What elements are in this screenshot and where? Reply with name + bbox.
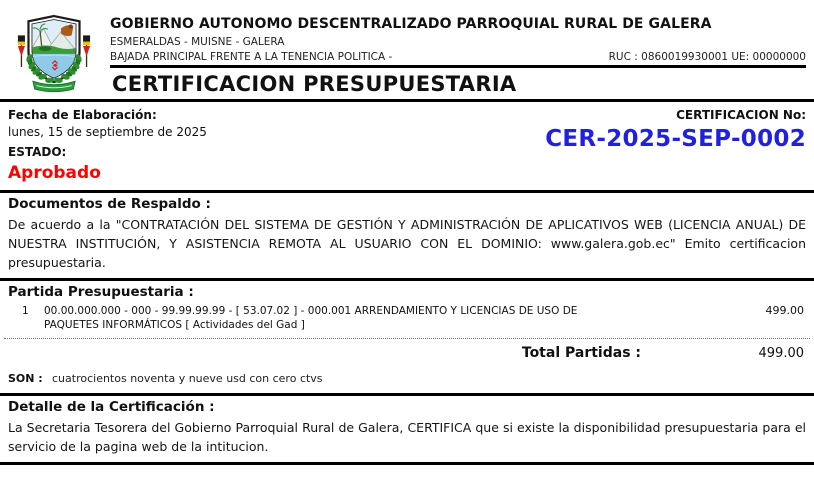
fecha-value: lunes, 15 de septiembre de 2025 — [8, 125, 207, 139]
meta-section — [8, 106, 806, 183]
total-row — [8, 345, 806, 361]
document-header — [8, 8, 806, 99]
certification-number-label: CERTIFICACION No: — [676, 108, 806, 122]
son-label: SON : — [8, 372, 43, 385]
partida-table-row — [8, 304, 806, 332]
org-name: GOBIERNO AUTONOMO DESCENTRALIZADO PARROQUIAL RURAL DE GALERA — [110, 16, 712, 32]
partidas-section — [8, 284, 806, 396]
respaldo-body: De acuerdo a la "CONTRATACIÓN DEL SISTEMA DE GESTIÓN Y ADMINISTRACIÓN DE APLICATIVOS WEB (LICENCIA ANUAL) DE NUESTRA INSTITUCIÓN, Y ASISTENCIA REMOTA AL USUARIO CON EL DOMINIO: www.galera.gob.ec" Emito certificacion presupuestaria. — [8, 217, 806, 270]
header-divider — [0, 99, 814, 102]
partidas-heading: Partida Presupuestaria : — [8, 284, 194, 300]
org-address: BAJADA PRINCIPAL FRENTE A LA TENENCIA POLITICA - — [110, 51, 393, 63]
partida-code-description: 00.00.000.000 - 000 - 99.99.99.99 - [ 53.07.02 ] - 000.001 ARRENDAMIENTO Y LICENCIAS DE USO DE PAQUETES INFORMÁTICOS [ Actividades del Gad ] — [44, 305, 578, 331]
respaldo-section — [8, 196, 806, 281]
header-text-block — [110, 8, 806, 99]
total-partidas-label: Total Partidas : — [521, 345, 641, 361]
detalle-body: La Secretaria Tesorera del Gobierno Parroquial Rural de Galera, CERTIFICA que si existe la disponibilidad presupuestaria para el servicio de la pagina web de la intitucion. — [8, 420, 806, 454]
respaldo-divider — [0, 278, 814, 281]
detalle-heading: Detalle de la Certificación : — [8, 399, 215, 415]
meta-right-column — [545, 106, 806, 183]
amount-in-words-row — [8, 372, 806, 385]
document-title: CERTIFICACION PRESUPUESTARIA — [112, 72, 517, 96]
certification-number-value: CER-2025-SEP-0002 — [545, 126, 806, 152]
estado-value: Aprobado — [8, 163, 101, 183]
son-value: cuatrocientos noventa y nueve usd con cero ctvs — [52, 372, 323, 385]
coat-of-arms-icon — [10, 12, 98, 98]
logo-container — [8, 8, 100, 92]
partida-row-number: 1 — [22, 305, 29, 317]
ruc-ue-line: RUC : 0860019930001 UE: 00000000 — [608, 51, 806, 63]
fecha-label: Fecha de Elaboración: — [8, 108, 157, 122]
total-partidas-value: 499.00 — [758, 346, 804, 361]
meta-divider — [0, 190, 814, 193]
partida-dotted-divider — [4, 338, 810, 339]
respaldo-heading: Documentos de Respaldo : — [8, 196, 211, 212]
detalle-section — [8, 399, 806, 465]
partidas-divider — [0, 393, 814, 396]
estado-label: ESTADO: — [8, 145, 67, 159]
meta-left-column — [8, 106, 207, 183]
address-row — [110, 51, 806, 68]
org-location: ESMERALDAS - MUISNE - GALERA — [110, 36, 285, 48]
bottom-divider — [0, 462, 814, 465]
partida-amount: 499.00 — [765, 304, 804, 317]
